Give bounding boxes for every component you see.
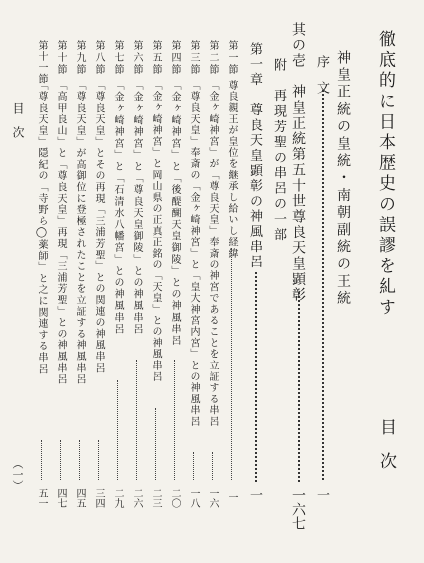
section-leader xyxy=(60,440,61,480)
section-leader xyxy=(231,248,232,480)
section-num: 第三節 xyxy=(188,40,199,76)
toc-entry-part-one-page: 一六七 xyxy=(290,488,306,530)
toc-entry-main-title: 神皇正統の皇統・南朝副統の王統 xyxy=(335,50,351,308)
section-title: 「金ヶ崎神宮」が「尊良天皇」奉斎の神宮であることを立証する串呂 xyxy=(207,80,218,428)
toc-entry-preface-page: 一 xyxy=(314,488,329,501)
section-page: 一 xyxy=(226,492,237,502)
section-page: 二九 xyxy=(112,488,123,508)
page-number: （一） xyxy=(11,458,24,491)
section-leader xyxy=(174,360,175,480)
leader-preface xyxy=(322,90,324,480)
section-title: 「高甲良山」と「尊良天皇」再現「三浦芳聖」との神風串呂 xyxy=(55,80,66,386)
section-page: 一六 xyxy=(207,488,218,508)
section-title: 「尊良天皇」奉斎の「金ヶ崎神宮」と「皇大神宮内宮」との神風串呂 xyxy=(188,80,199,428)
section-title: 「金ヶ崎神宮」と「石清水八幡宮」との神風串呂 xyxy=(112,80,123,336)
toc-entry-part-one: 其の壱 神皇正統第五十世尊良天皇顕彰 xyxy=(290,22,306,303)
section-leader xyxy=(41,440,42,480)
section-num: 第六節 xyxy=(131,40,142,76)
toc-heading: 目 次 xyxy=(376,418,396,469)
section-title: 「金ヶ崎神宮」と「尊良天皇御陵」との神風串呂 xyxy=(131,80,142,336)
section-leader xyxy=(212,452,213,480)
section-title: 「尊良天皇」が高御位に登極されたことを立証する神風串呂 xyxy=(74,80,85,386)
section-page: 五一 xyxy=(36,488,47,508)
section-page: 二三 xyxy=(150,488,161,508)
section-page: 三四 xyxy=(93,488,104,508)
section-leader xyxy=(136,360,137,480)
section-num: 第十一節 xyxy=(36,40,47,85)
section-num: 第二節 xyxy=(207,40,218,76)
section-num: 第十節 xyxy=(55,40,66,76)
section-page: 一八 xyxy=(188,488,199,508)
section-title: 「尊良天皇」とその再現「三浦芳聖」との関連の神風串呂 xyxy=(93,80,104,374)
toc-entry-appendix: 附 再現芳聖の串呂の一部 xyxy=(271,58,286,243)
section-num: 第九節 xyxy=(74,40,85,76)
leader-chapter-one xyxy=(255,272,257,482)
toc-heading-margin: 目 次 xyxy=(11,102,25,138)
toc-entry-preface: 序 文 xyxy=(314,55,329,94)
section-leader xyxy=(98,440,99,480)
section-num: 第八節 xyxy=(93,40,104,76)
book-title: 徹底的に日本歴史の誤謬を糺す xyxy=(375,30,395,319)
section-page: 四七 xyxy=(55,488,66,508)
section-page: 二六 xyxy=(131,488,142,508)
section-page: 四五 xyxy=(74,488,85,508)
section-title: 尊良親王が皇位を継承し給いし経緯 xyxy=(226,80,237,260)
section-leader xyxy=(193,452,194,480)
section-num: 第五節 xyxy=(150,40,161,76)
toc-entry-chapter-one-page: 一 xyxy=(247,488,262,501)
section-num: 第四節 xyxy=(169,40,180,76)
section-leader xyxy=(79,440,80,480)
leader-part-one xyxy=(298,292,300,482)
section-page: 二〇 xyxy=(169,488,180,508)
section-title: 「金ヶ崎神宮」と「後醍醐天皇御陵」との神風串呂 xyxy=(169,80,180,347)
toc-entry-chapter-one: 第一章 尊良天皇顕彰の神風串呂 xyxy=(247,42,262,270)
section-leader xyxy=(117,380,118,480)
section-title: 「金ヶ崎神宮」と岡山県の正真正銘の「天皇」との神風串呂 xyxy=(150,80,161,383)
section-leader xyxy=(155,408,156,480)
section-num: 第一節 xyxy=(226,40,237,76)
section-title: 「尊良天皇」隠紀の「寺野ら◯薬師」と之に関連する串呂 xyxy=(36,80,47,375)
section-num: 第七節 xyxy=(112,40,123,76)
